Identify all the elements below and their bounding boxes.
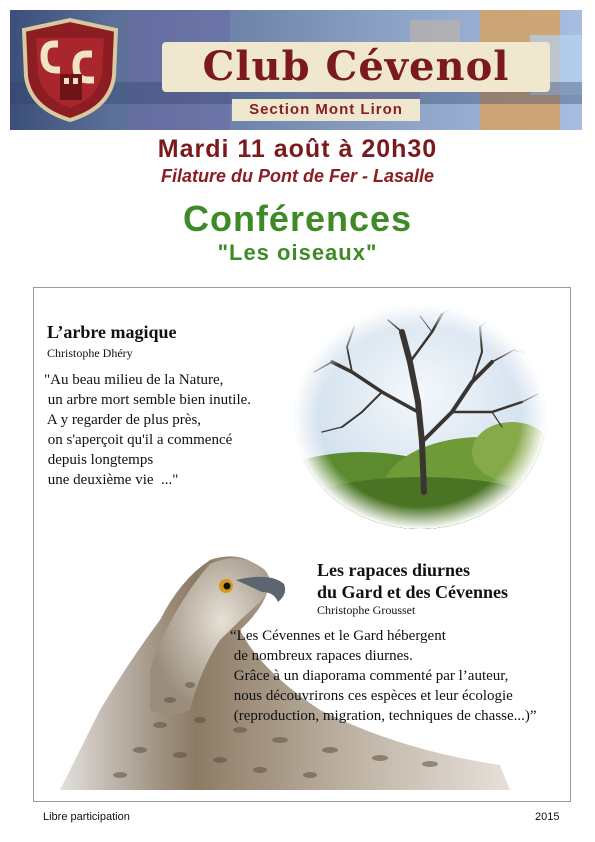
talk-title [317, 559, 508, 603]
event-date-time: Mardi 11 août à 20h30 [157, 135, 438, 163]
event-theme: "Les oiseaux" [217, 240, 378, 265]
talk-quote: "Au beau milieu de la Nature, un arbre mort semble bien inutile. A y regarder de plus près, on s'aperçoit qu'il a commencé depuis longtemps une deuxième vie ..." [44, 372, 252, 488]
header-banner [10, 10, 582, 130]
club-title: Club Cévenol [162, 42, 550, 92]
talk-author: Christophe Grousset [317, 603, 416, 617]
talks-panel [33, 287, 571, 802]
talk-quote: “Les Cévennes et le Gard hébergent de nombreux rapaces diurnes. Grâce à un diaporama commenté par l’auteur, nous découvrirons ces espèces et leur écologie (reproduction, migration, techniques de chasse...)” [230, 628, 537, 724]
talk-author: Christophe Dhéry [47, 346, 133, 360]
footer-year: 2015 [535, 811, 560, 823]
event-venue: Filature du Pont de Fer - Lasalle [160, 166, 435, 186]
club-crest-logo [14, 16, 126, 124]
event-heading: Conférences [182, 198, 413, 239]
talk-title-text: Les rapaces diurnes du Gard et des Cévennes [317, 560, 509, 602]
talk-title: L’arbre magique [47, 322, 177, 342]
footer-admission: Libre participation [43, 811, 130, 823]
tree-photo [292, 302, 548, 532]
section-label: Section Mont Liron [232, 99, 420, 121]
